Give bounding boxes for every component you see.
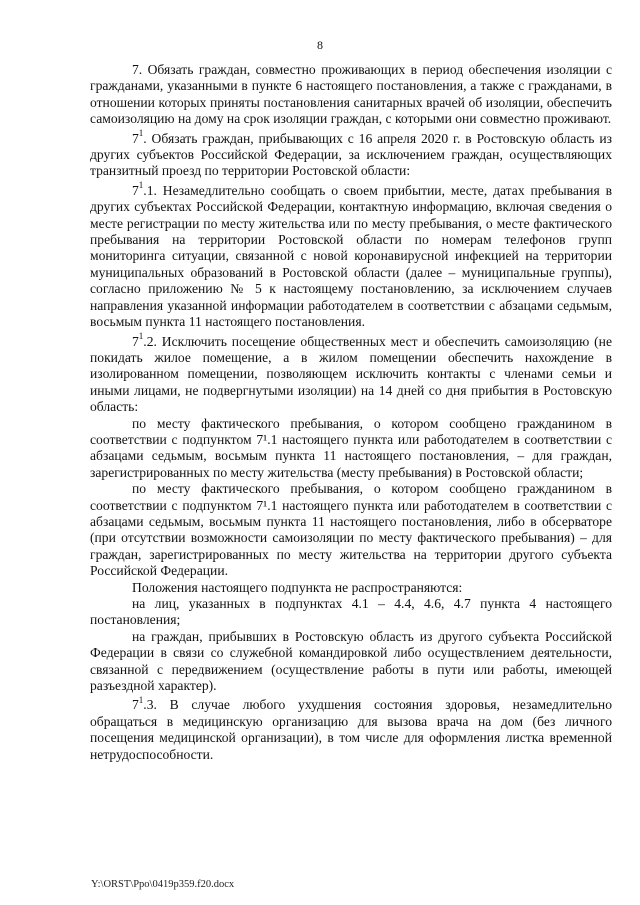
paragraph-7-1-2-b: по месту фактического пребывания, о котором сообщено гражданином в соответствии с подпунктом 7¹.1 настоящего пункта или работодателем в соответствии с абзацами седьмым, восьмым пункта 11 настоящего постановления, либо в обсерваторе (при отсутствии возможности самоизоляции по месту фактического пребывания) – для граждан, зарегистрированных по месту жительства на территории другого субъекта Российской Федерации. (90, 481, 612, 579)
page-number: 8 (317, 38, 323, 52)
file-path-footer: Y:\ORST\Ppo\0419p359.f20.docx (91, 879, 235, 890)
paragraph-7-1-1: $7^1.1$. Незамедлительно сообщать о своем прибытии, месте, датах пребывания в других субъектах Российской Федерации, контактную информацию, включая сведения о месте регистрации по месту жительства или по месту пребывания, о месте фактического пребывания на территории Ростовской области по номерам телефонов групп мониторинга ситуации, связанной с новой коронавирусной инфекцией на территории муниципальных образований в Ростовской области (далее – муниципальные группы), согласно приложению № 5 к настоящему постановлению, за исключением случаев направления указанной информации работодателем в соответствии с абзацами седьмым, восьмым пункта 11 настоящего постановления. (90, 180, 612, 330)
paragraph-7-1-3: $7^1.3$. В случае любого ухудшения состояния здоровья, незамедлительно обращаться в медицинскую организацию для вызова врача на дом (без личного посещения медицинской организации), в том числе для оформления листка временной нетрудоспособности. (90, 694, 612, 762)
paragraph-7-1: $7^1$. Обязать граждан, прибывающих с 16 апреля 2020 г. в Ростовскую область из других субъектов Российской Федерации, за исключением граждан, осуществляющих транзитный проезд по территории Ростовской области: (90, 128, 612, 179)
paragraph-7-1-2-c: Положения настоящего подпункта не распространяются: (132, 579, 463, 595)
paragraph-7-1-2-e: на граждан, прибывших в Ростовскую область из другого субъекта Российской Федерации в связи со служебной командировкой либо осуществлением деятельности, связанной с передвижением (осуществление работы в пути или работы, имеющей разъездной характер). (90, 628, 612, 694)
paragraph-7-1-2-d: на лиц, указанных в подпунктах 4.1 – 4.4, 4.6, 4.7 пункта 4 настоящего постановления; (90, 596, 612, 628)
document-body (90, 62, 612, 763)
paragraph-7: 7. Обязать граждан, совместно проживающих в период обеспечения изоляции с гражданами, указанными в пункте 6 настоящего постановления, а также с гражданами, в отношении которых приняты постановления санитарных врачей об изоляции, обеспечить самоизоляцию на дому на срок изоляции граждан, с которыми они совместно проживают. (90, 62, 612, 127)
paragraph-7-1-2: $7^1.2$. Исключить посещение общественных мест и обеспечить самоизоляцию (не покидать жилое помещение, а в жилом помещении обеспечить нахождение в изолированном помещении, позволяющем исключить контакты с членами семьи и иными лицами, не подвергнутыми изоляции) на 14 дней со дня прибытия в Ростовскую область: (90, 330, 612, 415)
paragraph-7-1-2-a: по месту фактического пребывания, о котором сообщено гражданином в соответствии с подпунктом 7¹.1 настоящего пункта или работодателем в соответствии с абзацами седьмым, восьмым пункта 11 настоящего постановления, – для граждан, зарегистрированных по месту жительства (месту пребывания) в Ростовской области; (90, 415, 612, 480)
